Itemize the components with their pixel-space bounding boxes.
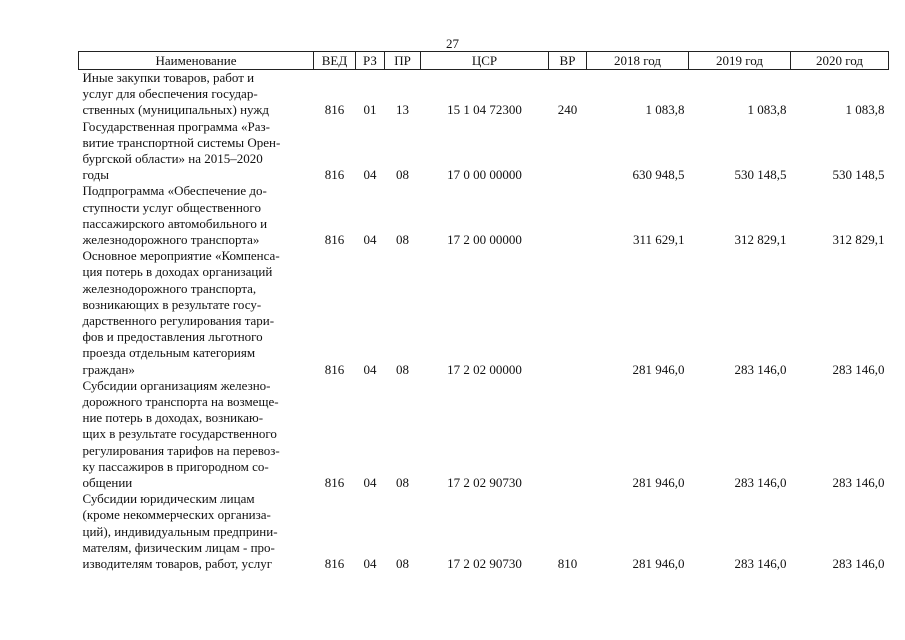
cell-2018: 311 629,1	[632, 232, 685, 248]
name-line: (кроме некоммерческих организа-	[82, 507, 271, 523]
table-row	[79, 378, 889, 491]
name-line: Субсидии организациям железно-	[82, 377, 271, 393]
cell-rz: 04	[363, 475, 377, 491]
name-line: железнодорожного транспорта»	[82, 232, 260, 248]
cell-2018: 1 083,8	[645, 102, 685, 118]
header-row	[79, 52, 889, 70]
table-header	[79, 52, 889, 70]
cell-pr: 08	[396, 361, 409, 377]
name-line: пассажирского автомобильного и	[82, 215, 268, 231]
header-year-2020: 2020 год	[791, 52, 889, 70]
cell-2018: 281 946,0	[632, 475, 685, 491]
budget-table	[78, 51, 889, 572]
name-line: витие транспортной системы Орен-	[82, 134, 281, 150]
cell-vr	[549, 248, 587, 378]
name-line: ние потерь в доходах, возникаю-	[82, 410, 264, 426]
cell-pr: 08	[396, 475, 409, 491]
cell-pr: 13	[396, 102, 409, 118]
cell-pr: 08	[396, 232, 409, 248]
cell-name	[79, 183, 314, 248]
cell-rz: 04	[363, 167, 377, 183]
name-line: железнодорожного транспорта,	[82, 280, 257, 296]
header-year-2019: 2019 год	[689, 52, 791, 70]
name-line: Государственная программа «Раз-	[82, 118, 270, 134]
cell-2020: 312 829,1	[832, 232, 885, 248]
cell-rz: 04	[363, 556, 377, 572]
cell-2018: 281 946,0	[632, 556, 685, 572]
cell-name	[79, 70, 314, 119]
name-line: граждан»	[82, 361, 135, 377]
cell-csr: 17 2 02 90730	[447, 475, 522, 491]
cell-csr: 17 2 00 00000	[447, 232, 522, 248]
page-number: 27	[446, 36, 459, 51]
cell-name	[79, 378, 314, 491]
cell-2018: 630 948,5	[632, 167, 685, 183]
cell-ved: 816	[324, 167, 345, 183]
name-line: Субсидии юридическим лицам	[82, 491, 255, 507]
name-line: дорожного транспорта на возмеще-	[82, 394, 279, 410]
cell-name	[79, 248, 314, 378]
header-rz: РЗ	[356, 52, 385, 70]
cell-rz: 04	[363, 361, 377, 377]
cell-2019: 283 146,0	[734, 475, 787, 491]
cell-csr: 17 0 00 00000	[447, 167, 522, 183]
cell-2019: 530 148,5	[734, 167, 787, 183]
header-ved: ВЕД	[314, 52, 356, 70]
name-line: ступности услуг общественного	[82, 199, 261, 215]
name-line: ственных (муниципальных) нужд	[82, 102, 269, 118]
table-row	[79, 70, 889, 119]
cell-csr: 17 2 02 90730	[447, 556, 522, 572]
cell-name	[79, 119, 314, 184]
cell-2019: 283 146,0	[734, 556, 787, 572]
header-csr: ЦСР	[421, 52, 549, 70]
cell-pr: 08	[396, 167, 409, 183]
name-line: общении	[82, 475, 133, 491]
name-line: Основное мероприятие «Компенса-	[82, 248, 280, 264]
cell-rz: 01	[363, 102, 377, 118]
table-row	[79, 119, 889, 184]
cell-vr: 810	[557, 556, 578, 572]
name-line: мателям, физическим лицам - про-	[82, 539, 275, 555]
cell-2020: 1 083,8	[845, 102, 885, 118]
name-line: Иные закупки товаров, работ и	[82, 70, 255, 85]
table-row	[79, 248, 889, 378]
name-line: дарственного регулирования тари-	[82, 313, 275, 329]
cell-vr	[549, 119, 587, 184]
cell-2020: 283 146,0	[832, 475, 885, 491]
name-line: ций), индивидуальным предприни-	[82, 523, 278, 539]
cell-2019: 1 083,8	[747, 102, 787, 118]
table-body	[79, 70, 889, 573]
name-line: ция потерь в доходах организаций	[82, 264, 273, 280]
cell-2019: 312 829,1	[734, 232, 787, 248]
name-line: годы	[82, 167, 109, 183]
name-line: Подпрограмма «Обеспечение до-	[82, 183, 267, 199]
name-line: регулирования тарифов на перевоз-	[82, 442, 280, 458]
name-line: бургской области» на 2015–2020	[82, 151, 263, 167]
header-name: Наименование	[79, 52, 314, 70]
header-year-2018: 2018 год	[587, 52, 689, 70]
name-line: услуг для обеспечения государ-	[82, 86, 258, 102]
cell-vr	[549, 183, 587, 248]
cell-ved: 816	[324, 232, 345, 248]
cell-name	[79, 491, 314, 572]
cell-2020: 283 146,0	[832, 556, 885, 572]
cell-2020: 283 146,0	[832, 361, 885, 377]
table-row	[79, 491, 889, 572]
cell-2020: 530 148,5	[832, 167, 885, 183]
cell-vr	[549, 378, 587, 491]
name-line: фов и предоставления льготного	[82, 329, 263, 345]
cell-csr: 17 2 02 00000	[447, 361, 522, 377]
name-line: возникающих в результате госу-	[82, 296, 262, 312]
header-pr: ПР	[385, 52, 421, 70]
cell-ved: 816	[324, 556, 345, 572]
cell-2019: 283 146,0	[734, 361, 787, 377]
cell-ved: 816	[324, 361, 345, 377]
name-line: проезда отдельным категориям	[82, 345, 256, 361]
cell-pr: 08	[396, 556, 409, 572]
cell-ved: 816	[324, 102, 345, 118]
header-vr: ВР	[549, 52, 587, 70]
cell-2018: 281 946,0	[632, 361, 685, 377]
name-line: щих в результате государственного	[82, 426, 277, 442]
cell-csr: 15 1 04 72300	[447, 102, 522, 118]
table-row	[79, 183, 889, 248]
name-line: ку пассажиров в пригородном со-	[82, 458, 269, 474]
name-line: изводителям товаров, работ, услуг	[82, 556, 273, 572]
cell-vr: 240	[557, 102, 578, 118]
cell-ved: 816	[324, 475, 345, 491]
cell-rz: 04	[363, 232, 377, 248]
